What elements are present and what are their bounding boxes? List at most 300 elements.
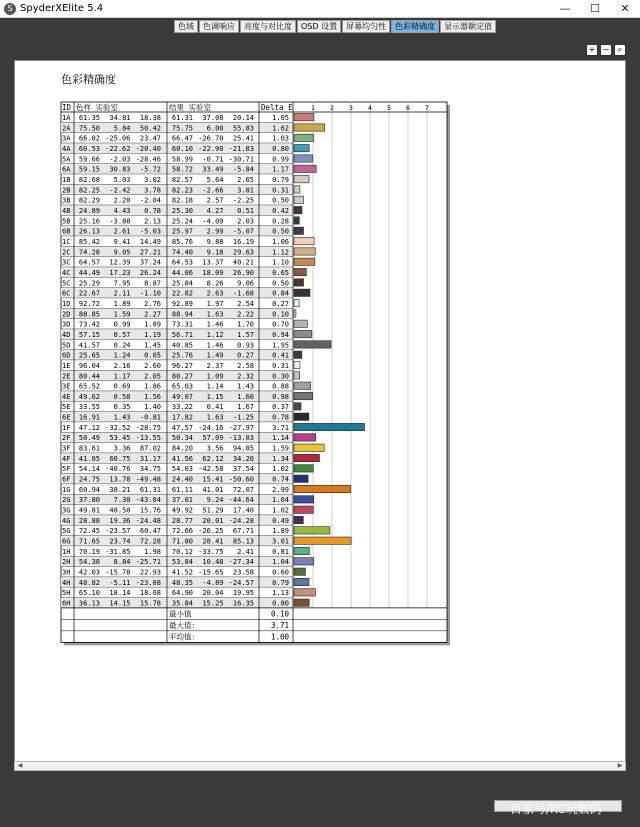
cell-sample-lab: 1.24 [113,351,131,360]
cell-sample-lab: 1.40 [144,403,161,412]
report-page [14,60,626,770]
tab-4[interactable]: 屏幕均匀性 [342,20,390,33]
delta-e-bar [294,217,299,224]
delta-e-bar [294,423,364,430]
cell-result-lab: 41.01 [202,485,224,494]
cell-result-lab: 3.81 [237,186,254,195]
cell-delta-e: 1.13 [272,589,289,598]
cell-result-lab: 25.24 [171,217,193,226]
cell-result-lab: 25.76 [171,351,193,360]
close-button[interactable]: ✕ [620,2,630,15]
tab-1[interactable]: 色调响应 [199,20,239,33]
scale-tick-label: 2 [330,104,334,112]
cell-sample-lab: 1.56 [144,392,161,401]
tab-2[interactable]: 亮度与对比度 [240,20,296,33]
cell-result-lab: 15.25 [202,599,224,608]
cell-result-lab: 1.15 [206,392,224,401]
cell-result-lab: 51.29 [202,506,224,515]
cell-sample-lab: 60.53 [78,144,100,153]
cell-delta-e: 1.02 [272,465,289,474]
cell-id: 1A [62,114,71,122]
cell-sample-lab: 37.24 [139,258,161,267]
cell-result-lab: 17.40 [232,506,254,515]
delta-e-bar [294,485,351,492]
cell-sample-lab: 53.45 [109,434,131,443]
scroll-left-icon[interactable]: ◀ [17,762,23,769]
cell-result-lab: -22.90 [198,144,224,153]
cell-sample-lab: -32.52 [105,423,131,432]
cell-result-lab: 2.99 [206,227,224,236]
cell-sample-lab: 3.02 [144,175,161,184]
cell-result-lab: 64.90 [171,589,193,598]
zoom-out-icon[interactable]: − [600,44,612,56]
cell-result-lab: 2.37 [206,361,224,370]
cell-result-lab: 2.58 [237,361,254,370]
cell-result-lab: 53.84 [171,558,193,567]
cell-sample-lab: 54.38 [78,558,100,567]
cell-sample-lab: -49.48 [135,475,161,484]
cell-result-lab: -21.83 [228,144,254,153]
cell-result-lab: 9.24 [206,496,224,505]
tab-3[interactable]: OSD 设置 [297,20,341,33]
delta-e-bar [294,372,300,379]
cell-sample-lab: 9.41 [113,237,131,246]
cell-sample-lab: 59.66 [78,155,100,164]
cell-delta-e: 0.42 [272,206,289,215]
cell-sample-lab: 2.60 [144,361,161,370]
cell-result-lab: 20.14 [232,114,254,122]
cell-sample-lab: -15.78 [105,568,131,577]
zoom-fit-icon[interactable]: ⌕ [614,44,626,56]
cell-sample-lab: 65.52 [78,382,100,391]
cell-sample-lab: -24.48 [135,516,161,525]
cell-result-lab: 1.46 [206,341,224,350]
delta-e-bar [294,227,304,234]
cell-id: 3B [62,196,71,205]
cell-sample-lab: -1.10 [139,289,161,298]
cell-result-lab: 1.63 [206,310,224,319]
cell-delta-e: 0.50 [272,227,289,236]
scale-tick-label: 5 [387,104,391,112]
cell-id: 2A [62,124,71,133]
cell-id: 1B [62,175,71,184]
cell-sample-lab: 30.83 [109,165,131,174]
cell-result-lab: 62.12 [202,454,224,463]
cell-result-lab: 1.12 [206,330,224,339]
cell-result-lab: -30.71 [228,155,254,164]
cell-delta-e: 0.78 [272,413,289,422]
cell-sample-lab: 18.68 [139,589,161,598]
cell-result-lab: 4.27 [206,206,224,215]
header-result: 结果 实验室 [169,103,212,112]
delta-e-bar [294,516,303,523]
cell-sample-lab: 1.43 [113,413,131,422]
window-title: SpyderXElite 5.4 [20,3,104,14]
cell-result-lab: -50.60 [228,475,254,484]
cell-result-lab: 19.95 [232,589,254,598]
delta-e-bar [294,114,314,121]
scale-tick-label: 6 [406,104,410,112]
cell-sample-lab: 0.58 [113,392,131,401]
cell-delta-e: 1.34 [272,454,289,463]
cell-delta-e: 1.10 [272,258,289,267]
cell-result-lab: 25.30 [171,206,193,215]
cell-sample-lab: 70.19 [78,547,100,556]
cell-sample-lab: 47.12 [78,423,100,432]
cell-sample-lab: 48.82 [78,578,100,587]
cell-result-lab: 15.41 [202,475,224,484]
cell-sample-lab: 0.57 [113,330,131,339]
scroll-right-icon[interactable]: ▶ [617,762,623,769]
cell-result-lab: 61.11 [171,485,193,494]
cell-result-lab: 73.31 [171,320,193,329]
cell-id: 5E [62,403,71,412]
cell-result-lab: -0.71 [202,155,224,164]
cell-result-lab: 41.52 [171,568,193,577]
cell-sample-lab: 24.75 [78,475,100,484]
cell-result-lab: 9.88 [206,237,224,246]
cell-sample-lab: 28.88 [78,516,100,525]
cell-id: 1H [62,547,71,556]
cell-result-lab: 49.07 [171,392,193,401]
cell-result-lab: 37.01 [171,496,193,505]
cell-sample-lab: 1.98 [144,547,161,556]
header-id: ID [62,103,72,112]
cell-sample-lab: 5.84 [113,124,131,133]
cell-sample-lab: -23.57 [105,527,131,536]
cell-sample-lab: 59.15 [78,165,100,174]
cell-sample-lab: 61.35 [78,114,100,122]
cell-sample-lab: -2.04 [139,196,161,205]
cell-sample-lab: 17.23 [109,268,131,277]
delta-e-bar [294,537,351,544]
cell-result-lab: 85.76 [171,237,193,246]
cell-id: 4G [62,516,71,525]
cell-sample-lab: 8.84 [113,558,131,567]
cell-id: 6G [62,537,71,546]
cell-delta-e: 3.01 [272,537,289,546]
delta-e-bar [294,599,309,606]
cell-result-lab: 25.84 [171,279,193,288]
horizontal-scrollbar[interactable] [14,761,626,771]
cell-sample-lab: 85.42 [78,237,100,246]
cell-sample-lab: 14.15 [109,599,131,608]
cell-id: 1E [62,361,71,370]
cell-result-lab: 16.35 [232,599,254,608]
cell-result-lab: 2.63 [206,289,224,298]
cell-sample-lab: 18.14 [109,589,131,598]
cell-id: 6C [62,289,71,298]
delta-e-bar [294,310,296,317]
cell-sample-lab: 92.72 [78,299,100,308]
cell-sample-lab: 60.47 [139,527,161,536]
cell-sample-lab: 34.75 [139,465,161,474]
delta-e-bar [294,186,300,193]
header-delta: Delta E [261,103,293,112]
cell-sample-lab: -31.85 [105,547,131,556]
cell-id: 5C [62,279,71,288]
cell-sample-lab: 42.03 [78,568,100,577]
cell-sample-lab: 0.24 [113,341,131,350]
cell-sample-lab: 82.25 [78,186,100,195]
cell-sample-lab: 23.47 [139,134,161,143]
cell-result-lab: -24.28 [228,516,254,525]
cell-sample-lab: -25.06 [105,134,131,143]
cell-result-lab: 9.18 [206,248,224,257]
cell-delta-e: 0.65 [272,268,289,277]
cell-result-lab: 1.14 [206,382,224,391]
delta-e-bar [294,206,302,213]
cell-result-lab: 16.19 [232,237,254,246]
delta-e-bar [294,547,309,554]
delta-e-bar [294,578,309,585]
cell-result-lab: 88.94 [171,310,193,319]
cell-sample-lab: 50.42 [139,124,161,133]
cell-sample-lab: 87.02 [139,444,161,453]
cell-delta-e: 0.41 [272,351,289,360]
cell-result-lab: 40.85 [171,341,193,350]
cell-sample-lab: 8.87 [144,279,161,288]
cell-sample-lab: 71.65 [78,537,100,546]
cell-result-lab: 1.49 [206,351,224,360]
cell-id: 4H [62,578,71,587]
cell-id: 3E [62,382,71,391]
cell-sample-lab: -28.46 [135,155,161,164]
cell-result-lab: 41.56 [171,454,193,463]
cell-sample-lab: 44.49 [78,268,100,277]
cell-result-lab: 18.09 [202,268,224,277]
cell-delta-e: 1.12 [272,248,289,257]
cell-result-lab: 2.57 [206,196,224,205]
cell-id: 2G [62,496,71,505]
cell-sample-lab: 96.04 [78,361,100,370]
cell-result-lab: 2.22 [237,310,254,319]
cell-result-lab: -5.84 [232,165,254,174]
cell-result-lab: -26.70 [198,134,224,143]
cell-result-lab: 2.41 [237,547,254,556]
cell-sample-lab: 0.69 [113,382,131,391]
cell-result-lab: 17.82 [171,413,193,422]
cell-sample-lab: 34.81 [109,114,131,122]
cell-result-lab: 3.56 [206,444,224,453]
cell-sample-lab: 72.28 [139,537,161,546]
cell-result-lab: 50.34 [171,434,193,443]
cell-delta-e: 0.74 [272,475,289,484]
cell-result-lab: -1.25 [232,413,254,422]
cell-id: 2H [62,558,71,567]
cell-sample-lab: 83.61 [78,444,100,453]
cell-result-lab: -24.57 [228,578,254,587]
cell-result-lab: -2.66 [202,186,224,195]
cell-delta-e: 0.30 [272,372,289,381]
cell-result-lab: 57.09 [202,434,224,443]
cell-id: 1G [62,485,71,494]
cell-sample-lab: 72.45 [78,527,100,536]
cell-delta-e: 1.05 [272,114,289,122]
delta-e-bar [294,413,309,420]
cell-result-lab: -2.25 [232,196,254,205]
cell-id: 4B [62,206,71,215]
cell-sample-lab: 2.61 [113,227,131,236]
delta-e-bar [294,144,309,151]
cell-delta-e: 0.79 [272,578,289,587]
cell-id: 2E [62,372,71,381]
app-icon: S [4,3,16,15]
cell-result-lab: -4.09 [202,217,224,226]
cell-result-lab: 82.57 [171,175,193,184]
cell-result-lab: 28.41 [202,537,224,546]
cell-result-lab: -26.25 [198,527,224,536]
cell-sample-lab: 9.05 [113,248,131,257]
cell-delta-e: 1.14 [272,434,289,443]
cell-result-lab: 2.03 [237,217,254,226]
delta-e-bar [294,134,314,141]
cell-sample-lab: 5.03 [113,175,131,184]
delta-e-bar [294,558,314,565]
delta-e-bar [294,341,331,348]
cell-id: 5D [62,341,71,350]
summary-value: 0.10 [270,609,289,619]
cell-delta-e: 0.27 [272,299,289,308]
cell-result-lab: 34.20 [232,454,254,463]
cell-sample-lab: -43.04 [135,496,161,505]
cell-result-lab: 24.40 [171,475,193,484]
cell-delta-e: 0.80 [272,599,289,608]
delta-e-bar [294,248,315,255]
cell-sample-lab: 73.42 [78,320,100,329]
cell-result-lab: 1.70 [237,320,254,329]
cell-id: 3C [62,258,71,267]
delta-e-bar [294,589,315,596]
cell-sample-lab: 7.95 [113,279,131,288]
cell-sample-lab: 2.13 [144,217,161,226]
cell-result-lab: 67.71 [232,527,254,536]
cell-sample-lab: 1.89 [113,299,131,308]
scale-tick-label: 3 [349,104,353,112]
minimize-button[interactable]: — [559,2,571,15]
tab-5[interactable]: 色彩精确度 [391,20,439,33]
delta-e-bar [294,268,306,275]
maximize-button[interactable]: ☐ [590,2,600,15]
cell-result-lab: 40.21 [232,258,254,267]
cell-result-lab: 25.41 [232,134,254,143]
delta-e-bar [294,320,307,327]
cell-result-lab: -13.03 [228,434,254,443]
cell-result-lab: 0.93 [237,341,254,350]
title-bar [0,0,640,18]
cell-result-lab: -4.89 [202,578,224,587]
cell-result-lab: 65.03 [171,382,193,391]
zoom-in-icon[interactable]: + [586,44,598,56]
cell-result-lab: -27.97 [228,423,254,432]
cell-sample-lab: 60.75 [109,454,131,463]
cell-delta-e: 0.31 [272,186,289,195]
cell-delta-e: 3.71 [272,423,289,432]
cell-result-lab: 64.53 [171,258,193,267]
cell-sample-lab: -25.71 [135,558,161,567]
cell-sample-lab: 12.39 [109,258,131,267]
cell-result-lab: -24.16 [198,423,224,432]
cell-result-lab: 1.09 [206,372,224,381]
cell-delta-e: 2.99 [272,485,289,494]
delta-e-bar [294,330,312,337]
cell-id: 5A [62,155,71,164]
cell-id: 3F [62,444,71,453]
cell-sample-lab: 24.89 [78,206,100,215]
cell-delta-e: 1.04 [272,558,289,567]
summary-label: 最大值： [169,620,199,630]
cell-id: 6H [62,599,71,608]
cell-result-lab: 20.04 [202,589,224,598]
cell-delta-e: 0.94 [272,330,289,339]
cell-result-lab: 80.27 [171,372,193,381]
tab-0[interactable]: 色域 [174,20,198,33]
tab-6[interactable]: 显示器额定值 [440,20,496,33]
cell-result-lab: -44.64 [228,496,254,505]
cell-sample-lab: 82.68 [78,175,100,184]
cell-sample-lab: 0.35 [113,403,131,412]
delta-e-bar [294,444,324,451]
cell-result-lab: 1.46 [206,320,224,329]
cell-result-lab: 2.65 [237,175,254,184]
cell-result-lab: 60.10 [171,144,193,153]
report-tabs [174,20,497,33]
cell-id: 2D [62,310,71,319]
delta-e-bar [294,527,330,534]
cell-sample-lab: 36.13 [78,599,100,608]
cell-sample-lab: 54.14 [78,465,100,474]
color-accuracy-table [15,61,627,771]
delta-e-bar [294,175,309,182]
cell-delta-e: 0.81 [272,547,289,556]
cell-result-lab: 0.41 [206,403,224,412]
summary-value: 1.00 [270,632,289,642]
cell-sample-lab: 75.50 [78,124,100,133]
cell-sample-lab: 1.45 [144,341,161,350]
cell-result-lab: 1.67 [237,403,254,412]
cell-result-lab: 1.63 [206,413,224,422]
cell-result-lab: 33.22 [171,403,193,412]
cell-result-lab: 29.63 [232,248,254,257]
cell-sample-lab: -5.11 [109,578,131,587]
cell-result-lab: 37.08 [202,114,224,122]
delta-e-bar [294,196,304,203]
cell-result-lab: 35.84 [171,599,193,608]
delta-e-bar [294,299,299,306]
cell-sample-lab: 1.89 [144,320,161,329]
cell-result-lab: 85.13 [232,537,254,546]
cell-sample-lab: 66.82 [78,134,100,143]
cell-sample-lab: -23.08 [135,578,161,587]
cell-sample-lab: 3.78 [144,186,161,195]
cell-delta-e: 0.98 [272,392,289,401]
cell-sample-lab: 60.94 [78,485,100,494]
cell-result-lab: 22.82 [171,289,193,298]
cell-sample-lab: 18.38 [139,114,161,122]
cell-result-lab: 55.83 [232,124,254,133]
report-title: 色彩精确度 [61,73,116,86]
cell-sample-lab: 19.36 [109,516,131,525]
cell-sample-lab: 88.85 [78,310,100,319]
cell-result-lab: 72.66 [171,527,193,536]
cell-result-lab: 70.12 [171,547,193,556]
cell-result-lab: 96.27 [171,361,193,370]
cell-sample-lab: 22.67 [78,289,100,298]
cell-result-lab: 20.01 [202,516,224,525]
cell-delta-e: 0.60 [272,568,289,577]
cell-result-lab: 84.20 [171,444,193,453]
cell-id: 2B [62,186,71,195]
